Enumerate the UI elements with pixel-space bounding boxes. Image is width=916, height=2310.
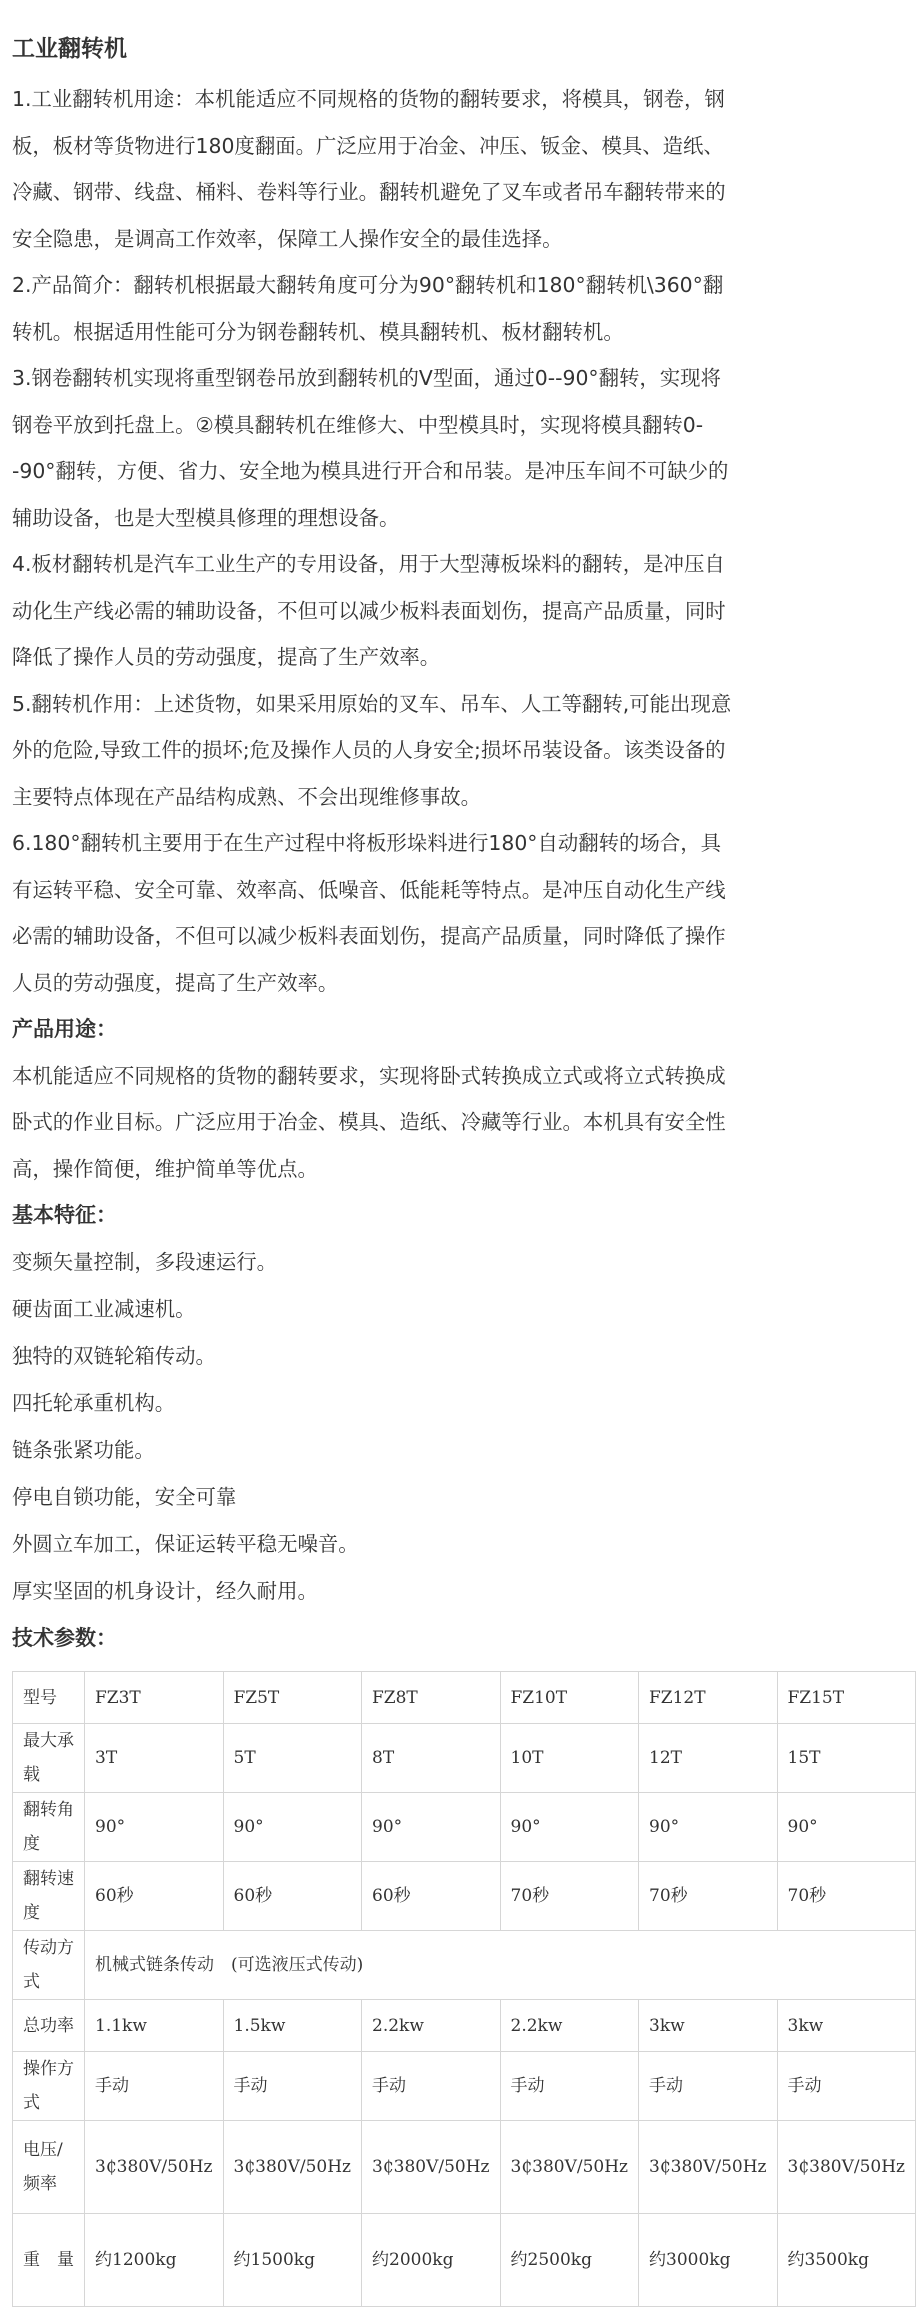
table-cell: 15T [777, 1724, 916, 1793]
table-cell: 90° [362, 1793, 501, 1862]
table-cell: 手动 [639, 2052, 778, 2121]
table-cell: 10T [500, 1724, 639, 1793]
table-cell: 60秒 [85, 1862, 224, 1931]
spec-table [12, 1671, 916, 2307]
table-cell: 约2500kg [500, 2214, 639, 2307]
table-cell: 手动 [223, 2052, 362, 2121]
feature-item: 厚实坚固的机身设计，经久耐用。 [12, 1578, 318, 1603]
table-row-voltage [13, 2121, 916, 2214]
row-label: 传动方式 [13, 1931, 85, 2000]
row-label-char: 率 [57, 2015, 74, 2036]
feature-item: 四托轮承重机构。 [12, 1390, 176, 1415]
paragraph-coil-mold: 3.钢卷翻转机实现将重型钢卷吊放到翻转机的V型面，通过0--90°翻转，实现将钢卷平放到托盘上。②模具翻转机在维修大、中型模具时，实现将模具翻转0--90°翻转，方便、省力、安全地为模具进行开合和吊装。是冲压车间不可缺少的辅助设备，也是大型模具修理的理想设备。 [12, 366, 729, 530]
table-cell: FZ8T [362, 1672, 501, 1724]
row-label-char: 功 [40, 2015, 57, 2036]
table-cell: 3₵380V/50Hz [362, 2121, 501, 2214]
table-row-weight [13, 2214, 916, 2307]
section-heading-features: 基本特征： [12, 1203, 117, 1227]
feature-item: 链条张紧功能。 [12, 1437, 155, 1462]
row-label: 电压/频率 [13, 2121, 85, 2214]
table-cell: 3₵380V/50Hz [777, 2121, 916, 2214]
table-row-drive [13, 1931, 916, 2000]
table-cell: 90° [85, 1793, 224, 1862]
paragraph-function: 5.翻转机作用：上述货物，如果采用原始的叉车、吊车、人工等翻转,可能出现意外的危险,导致工件的损坏;危及操作人员的人身安全;损坏吊装设备。该类设备的主要特点体现在产品结构成熟、不会出现维修事故。 [12, 691, 732, 809]
table-cell: 70秒 [639, 1862, 778, 1931]
table-row-load [13, 1724, 916, 1793]
table-cell: 约1500kg [223, 2214, 362, 2307]
table-cell: 3₵380V/50Hz [85, 2121, 224, 2214]
table-cell: 约3500kg [777, 2214, 916, 2307]
table-row-power [13, 2000, 916, 2052]
table-cell: 3T [85, 1724, 224, 1793]
row-label: 型号 [13, 1672, 85, 1724]
table-cell: 1.1kw [85, 2000, 224, 2052]
row-label: 最大承载 [13, 1724, 85, 1793]
paragraph-usage: 1.工业翻转机用途：本机能适应不同规格的货物的翻转要求，将模具，钢卷，钢板，板材等货物进行180度翻面。广泛应用于冶金、冲压、钣金、模具、造纸、冷藏、钢带、线盘、桶料、卷料等行业。翻转机避免了叉车或者吊车翻转带来的安全隐患，是调高工作效率，保障工人操作安全的最佳选择。 [12, 87, 726, 251]
table-cell: 90° [777, 1793, 916, 1862]
paragraph-intro: 2.产品简介：翻转机根据最大翻转角度可分为90°翻转机和180°翻转机\360°翻转机。根据适用性能可分为钢卷翻转机、模具翻转机、板材翻转机。 [12, 273, 724, 344]
table-cell: FZ12T [639, 1672, 778, 1724]
table-cell: FZ5T [223, 1672, 362, 1724]
table-cell: 手动 [85, 2052, 224, 2121]
row-label: 翻转角度 [13, 1793, 85, 1862]
table-cell: 3₵380V/50Hz [639, 2121, 778, 2214]
table-cell: 手动 [500, 2052, 639, 2121]
table-cell: 12T [639, 1724, 778, 1793]
table-cell: 1.5kw [223, 2000, 362, 2052]
paragraph-180: 6.180°翻转机主要用于在生产过程中将板形垛料进行180°自动翻转的场合，具有运转平稳、安全可靠、效率高、低噪音、低能耗等特点。是冲压自动化生产线必需的辅助设备，不但可以减少板料表面划伤，提高产品质量，同时降低了操作人员的劳动强度，提高了生产效率。 [12, 831, 726, 995]
row-label-char: 总 [23, 2015, 40, 2036]
table-cell: 2.2kw [362, 2000, 501, 2052]
table-cell: 60秒 [223, 1862, 362, 1931]
table-cell: 90° [500, 1793, 639, 1862]
feature-item: 外圆立车加工，保证运转平稳无噪音。 [12, 1531, 359, 1556]
table-cell: 3₵380V/50Hz [223, 2121, 362, 2214]
feature-item: 独特的双链轮箱传动。 [12, 1343, 216, 1368]
table-cell: FZ10T [500, 1672, 639, 1724]
table-cell: 约3000kg [639, 2214, 778, 2307]
row-label-char: 量 [57, 2250, 74, 2270]
section-heading-specs: 技术参数： [12, 1625, 117, 1650]
table-cell: 60秒 [362, 1862, 501, 1931]
table-cell: 约2000kg [362, 2214, 501, 2307]
table-cell: 3kw [639, 2000, 778, 2052]
table-row-model [13, 1672, 916, 1724]
table-row-angle [13, 1793, 916, 1862]
section-heading-usage: 产品用途： [12, 1017, 117, 1041]
page-title: 工业翻转机 [12, 36, 127, 62]
table-cell: 90° [223, 1793, 362, 1862]
table-cell: 90° [639, 1793, 778, 1862]
row-label [13, 2000, 85, 2052]
table-cell: 机械式链条传动 (可选液压式传动) [85, 1931, 916, 2000]
table-cell: 70秒 [500, 1862, 639, 1931]
table-cell: FZ3T [85, 1672, 224, 1724]
table-cell: 3₵380V/50Hz [500, 2121, 639, 2214]
table-cell: 手动 [362, 2052, 501, 2121]
paragraph-sheet: 4.板材翻转机是汽车工业生产的专用设备，用于大型薄板垛料的翻转，是冲压自动化生产线必需的辅助设备，不但可以减少板料表面划伤，提高产品质量，同时降低了操作人员的劳动强度，提高了生产效率。 [12, 552, 726, 669]
table-cell: 8T [362, 1724, 501, 1793]
table-row-operation [13, 2052, 916, 2121]
table-row-speed [13, 1862, 916, 1931]
row-label: 翻转速度 [13, 1862, 85, 1931]
row-label: 操作方式 [13, 2052, 85, 2121]
table-cell: 手动 [777, 2052, 916, 2121]
table-cell: 5T [223, 1724, 362, 1793]
feature-item: 停电自锁功能，安全可靠 [12, 1484, 237, 1509]
table-cell: 2.2kw [500, 2000, 639, 2052]
table-cell: 3kw [777, 2000, 916, 2052]
row-label-char: 重 [23, 2250, 40, 2270]
row-label [13, 2214, 85, 2307]
feature-item: 硬齿面工业减速机。 [12, 1296, 196, 1321]
feature-list [12, 1239, 738, 1615]
table-cell: 70秒 [777, 1862, 916, 1931]
usage-text: 本机能适应不同规格的货物的翻转要求，实现将卧式转换成立式或将立式转换成卧式的作业目标。广泛应用于冶金、模具、造纸、冷藏等行业。本机具有安全性高，操作简便，维护简单等优点。 [12, 1063, 726, 1181]
table-cell: 约1200kg [85, 2214, 224, 2307]
table-cell: FZ15T [777, 1672, 916, 1724]
feature-item: 变频矢量控制，多段速运行。 [12, 1249, 278, 1274]
